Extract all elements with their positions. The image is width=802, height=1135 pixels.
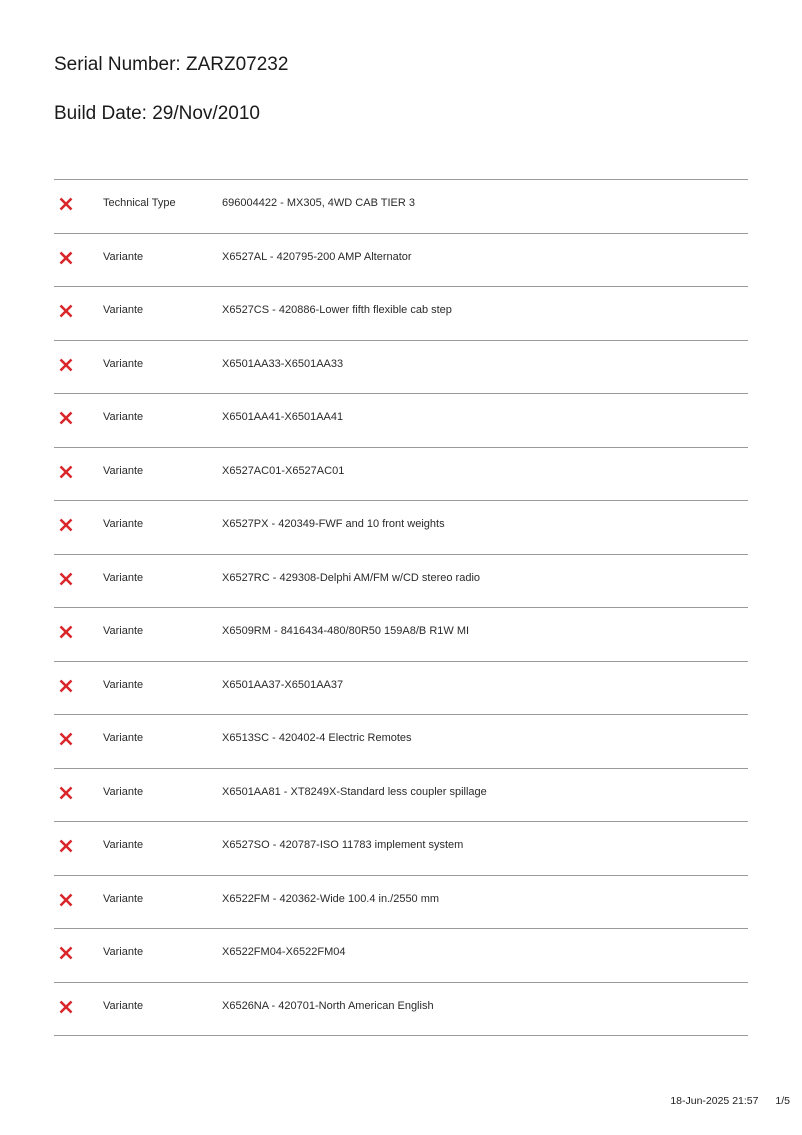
row-description: 696004422 - MX305, 4WD CAB TIER 3 xyxy=(222,197,416,209)
x-mark-icon xyxy=(59,518,73,532)
table-row xyxy=(54,662,748,716)
row-type-label: Variante xyxy=(103,678,144,691)
row-type-label: Variante xyxy=(103,999,144,1012)
row-type-label: Technical Type xyxy=(103,197,176,209)
table-row xyxy=(54,555,748,609)
table-row xyxy=(54,394,748,448)
row-description: X6501AA81 - XT8249X-Standard less coupler spillage xyxy=(222,785,487,798)
row-type-label: Variante xyxy=(103,518,144,530)
table-row xyxy=(54,287,748,341)
page-number: 1/5 xyxy=(775,1095,790,1107)
table-row xyxy=(54,769,748,823)
x-mark-icon xyxy=(59,197,73,211)
x-mark-icon xyxy=(59,572,73,586)
x-mark-icon xyxy=(59,465,73,479)
row-description: X6527RC - 429308-Delphi AM/FM w/CD stereo radio xyxy=(222,571,481,584)
print-timestamp: 18-Jun-2025 21:57 xyxy=(670,1095,759,1107)
row-description: X6527AL - 420795-200 AMP Alternator xyxy=(222,250,412,263)
row-description: X6527CS - 420886-Lower fifth flexible cab step xyxy=(222,304,452,316)
row-type-label: Variante xyxy=(103,357,144,370)
table-row xyxy=(54,234,748,288)
table-row xyxy=(54,876,748,930)
x-mark-icon xyxy=(59,679,73,693)
x-mark-icon xyxy=(59,946,73,960)
row-description: X6501AA37-X6501AA37 xyxy=(222,678,344,691)
row-type-label: Variante xyxy=(103,732,144,744)
table-row xyxy=(54,929,748,983)
build-date-heading: Build Date: 29/Nov/2010 xyxy=(54,103,260,124)
row-type-label: Variante xyxy=(103,946,144,958)
page-footer xyxy=(670,1095,790,1107)
row-description: X6522FM04-X6522FM04 xyxy=(222,946,346,958)
table-row xyxy=(54,715,748,769)
row-description: X6527AC01-X6527AC01 xyxy=(222,464,345,477)
row-description: X6509RM - 8416434-480/80R50 159A8/B R1W MI xyxy=(222,625,470,637)
table-row xyxy=(54,608,748,662)
row-description: X6501AA41-X6501AA41 xyxy=(222,411,344,423)
x-mark-icon xyxy=(59,411,73,425)
row-description: X6522FM - 420362-Wide 100.4 in./2550 mm xyxy=(222,892,440,905)
row-type-label: Variante xyxy=(103,464,144,477)
x-mark-icon xyxy=(59,358,73,372)
x-mark-icon xyxy=(59,251,73,265)
table-row xyxy=(54,341,748,395)
x-mark-icon xyxy=(59,786,73,800)
row-description: X6526NA - 420701-North American English xyxy=(222,999,434,1012)
x-mark-icon xyxy=(59,839,73,853)
table-row xyxy=(54,501,748,555)
table-row xyxy=(54,180,748,234)
row-type-label: Variante xyxy=(103,411,144,423)
table-row xyxy=(54,983,748,1037)
row-description: X6527SO - 420787-ISO 11783 implement system xyxy=(222,839,464,851)
row-type-label: Variante xyxy=(103,571,144,584)
row-description: X6501AA33-X6501AA33 xyxy=(222,357,344,370)
x-mark-icon xyxy=(59,893,73,907)
row-description: X6513SC - 420402-4 Electric Remotes xyxy=(222,732,412,744)
table-row xyxy=(54,822,748,876)
row-type-label: Variante xyxy=(103,304,144,316)
row-description: X6527PX - 420349-FWF and 10 front weights xyxy=(222,518,445,530)
serial-number-heading: Serial Number: ZARZ07232 xyxy=(54,54,289,75)
x-mark-icon xyxy=(59,304,73,318)
specification-table xyxy=(54,179,748,1036)
x-mark-icon xyxy=(59,625,73,639)
x-mark-icon xyxy=(59,1000,73,1014)
table-row xyxy=(54,448,748,502)
row-type-label: Variante xyxy=(103,785,144,798)
row-type-label: Variante xyxy=(103,839,144,851)
row-type-label: Variante xyxy=(103,250,144,263)
row-type-label: Variante xyxy=(103,892,144,905)
x-mark-icon xyxy=(59,732,73,746)
row-type-label: Variante xyxy=(103,625,144,637)
